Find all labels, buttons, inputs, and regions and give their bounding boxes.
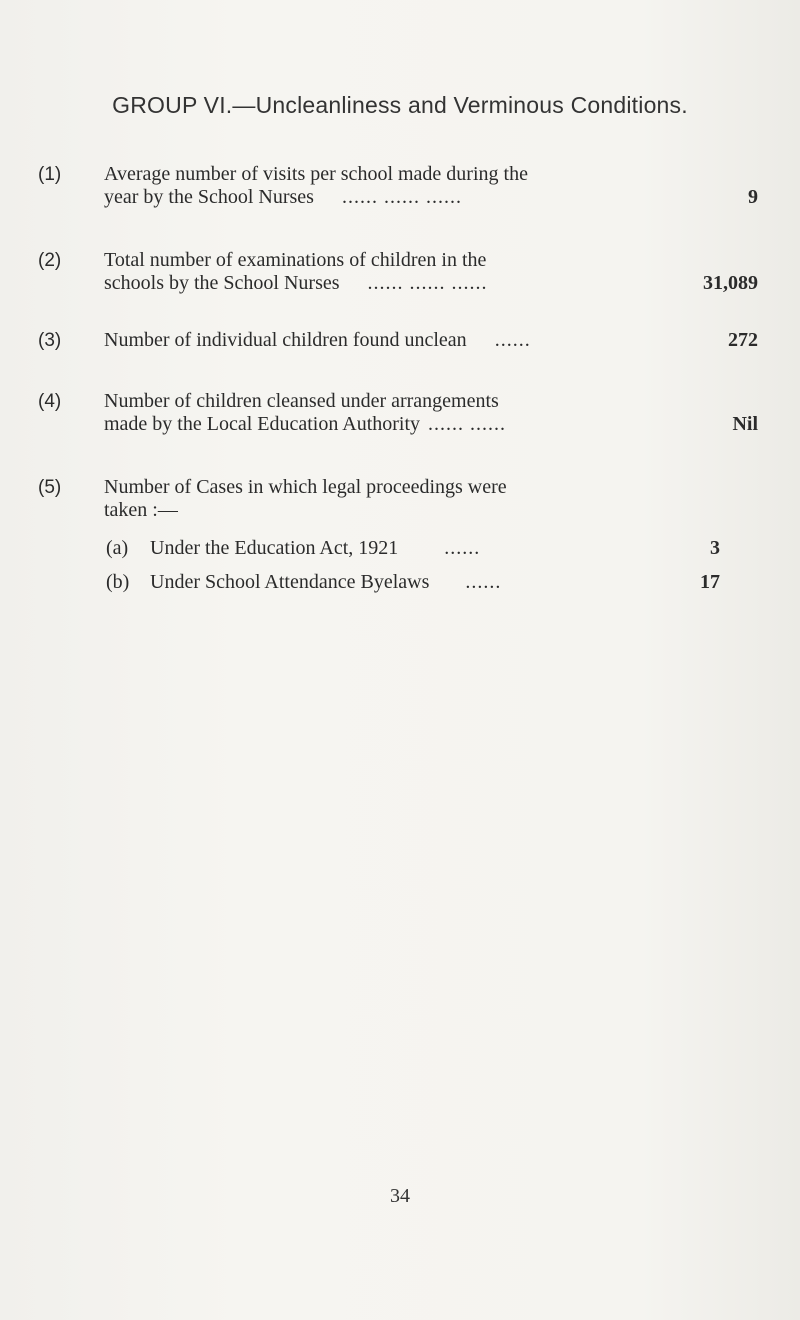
item-text-line: taken :—: [104, 499, 178, 521]
list-item: [38, 160, 758, 220]
leader-dots: ......: [494, 329, 531, 351]
item-text-line: year by the School Nurses ...... ...... ......: [104, 186, 462, 208]
item-text-line: Number of children cleansed under arrangements: [104, 390, 499, 412]
leader-dots: ......: [465, 571, 502, 593]
list-item: [38, 246, 758, 306]
list-item: [38, 473, 758, 533]
sub-item-value: 3: [710, 537, 720, 559]
item-number: (4): [38, 391, 62, 412]
page-title: GROUP VI.—Uncleanliness and Verminous Conditions.: [112, 92, 688, 118]
item-value: 272: [728, 329, 758, 351]
sub-list-item: [106, 537, 720, 567]
item-value: 31,089: [703, 272, 758, 294]
sub-item-text: Under the Education Act, 1921 ......: [150, 537, 481, 559]
sub-list-item: [106, 571, 720, 601]
item-text-line: schools by the School Nurses ...... ...... ......: [104, 272, 488, 294]
item-number: (1): [38, 164, 62, 185]
sub-item-text: Under School Attendance Byelaws ......: [150, 571, 502, 593]
leader-dots: ...... ......: [428, 413, 507, 435]
item-number: (3): [38, 330, 62, 351]
leader-dots: ...... ...... ......: [367, 272, 488, 294]
item-text-line: made by the Local Education Authority ...... ......: [104, 413, 507, 435]
item-text-line: Total number of examinations of children in the: [104, 249, 487, 271]
item-value: Nil: [732, 413, 758, 435]
item-text-line: Average number of visits per school made during the: [104, 163, 528, 185]
sub-item-label: (a): [106, 537, 129, 559]
leader-dots: ...... ...... ......: [341, 186, 462, 208]
list-item: [38, 326, 758, 356]
item-number: (5): [38, 477, 62, 498]
list-item: [38, 387, 758, 447]
sub-item-value: 17: [700, 571, 720, 593]
sub-item-label: (b): [106, 571, 130, 593]
item-number: (2): [38, 250, 62, 271]
leader-dots: ......: [444, 537, 481, 559]
page-number: 34: [390, 1185, 410, 1207]
item-value: 9: [748, 186, 758, 208]
item-text-line: Number of individual children found unclean ......: [104, 329, 531, 351]
item-text-line: Number of Cases in which legal proceedings were: [104, 476, 507, 498]
